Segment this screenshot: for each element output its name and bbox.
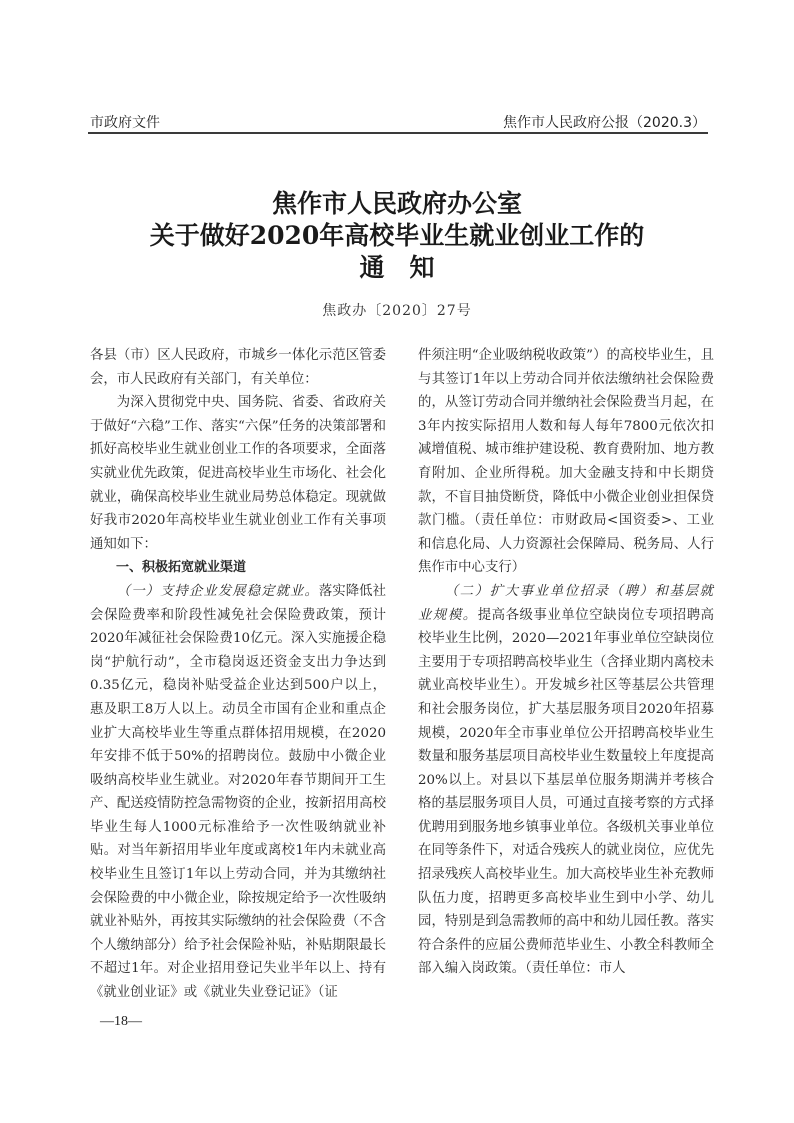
document-title [0, 188, 794, 284]
salutation: 各县（市）区人民政府，市城乡一体化示范区管委会，市人民政府有关部门，有关单位： [90, 348, 386, 387]
section-heading-1: 一、积极拓宽就业渠道 [116, 560, 247, 576]
item-1-body: 落实降低社会保险费率和阶段性减免社会保险费政策，预计2020年减征社会保险费10亿元。深入实施援企稳岗“护航行动”，全市稳岗返还资金支出力争达到0.35亿元，稳岗补贴受益企业达到500户以上，惠及职工8万人以上。动员全市国有企业和重点企业扩大高校毕业生等重点群体招用规模，在2020年安排不低于50%的招聘岗位。鼓励中小微企业吸纳高校毕业生就业。对2020年春节期间开工生产、配送疫情防控急需物资的企业，按新招用高校毕业生每人1000元标准给予一次性吸纳就业补贴。对当年新招用毕业年度或离校1年内未就业高校毕业生且签订1年以上劳动合同，并为其缴纳社会保险费的中小微企业，除按规定给予一次性吸纳就业补贴外，再按其实际缴纳的社会保险费（不含个人缴纳部分）给予社会保险补贴，补贴期限最长不超过1年。对企业招用登记失业半年以上、持有《就业创业证》或《就业失业登记证》（证 [90, 583, 387, 1001]
left-column [90, 344, 386, 1005]
title-line-2: 关于做好2020年高校毕业生就业创业工作的 [149, 221, 645, 250]
title-line-3: 通 知 [359, 253, 435, 282]
item-1-paragraph [90, 580, 386, 1005]
running-header [88, 110, 708, 134]
document-number: 焦政办〔2020〕27号 [322, 303, 472, 319]
title-line-1: 焦作市人民政府办公室 [271, 189, 522, 218]
continuation-paragraph: 件须注明“企业吸纳税收政策”）的高校毕业生，且与其签订1年以上劳动合同并依法缴纳社会保险费的，从签订劳动合同并缴纳社会保险费当月起，在3年内按实际招用人数和每人每年7800元依次扣减增值税、城市维护建设税、教育费附加、地方教育附加、企业所得税。加大金融支持和中长期贷款，不盲目抽贷断贷，降低中小微企业创业担保贷款门槛。（责任单位：市财政局<国资委>、工业和信息化局、人力资源社会保障局、税务局、人行焦作市中心支行） [418, 348, 714, 576]
page-number: —18— [100, 1014, 142, 1029]
right-column [418, 344, 714, 981]
item-2-body: 提高各级事业单位空缺岗位专项招聘高校毕业生比例，2020—2021年事业单位空缺岗位主要用于专项招聘高校毕业生（含择业期内离校未就业高校毕业生）。开发城乡社区等基层公共管理和社会服务岗位，扩大基层服务项目2020年招募规模，2020年全市事业单位公开招聘高校毕业生数量和服务基层项目高校毕业生数量较上年度提高20%以上。对县以下基层单位服务期满并考核合格的基层服务项目人员，可通过直接考察的方式择优聘用到服务地乡镇事业单位。各级机关事业单位在同等条件下，对适合残疾人的就业岗位，应优先招录残疾人高校毕业生。加大高校毕业生补充教师队伍力度，招聘更多高校毕业生到中小学、幼儿园，特别是到急需教师的高中和幼儿园任教。落实符合条件的应届公费师范毕业生、小教全科教师全部入编入岗政策。（责任单位：市人 [418, 607, 715, 977]
section-label: 市政府文件 [90, 115, 160, 131]
publication-label: 焦作市人民政府公报（2020.3） [503, 115, 706, 131]
intro-paragraph: 为深入贯彻党中央、国务院、省委、省政府关于做好“六稳”工作、落实“六保”任务的决策部署和抓好高校毕业生就业创业工作的各项要求，全面落实就业优先政策，促进高校毕业生市场化、社会化就业，确保高校毕业生就业局势总体稳定。现就做好我市2020年高校毕业生就业创业工作有关事项通知如下： [90, 395, 386, 552]
item-1-title: （一）支持企业发展稳定就业。 [116, 583, 319, 599]
item-2-title: （二）扩大事业单位招录（聘）和基层就业规模。 [418, 583, 714, 623]
item-2-paragraph [418, 580, 714, 981]
